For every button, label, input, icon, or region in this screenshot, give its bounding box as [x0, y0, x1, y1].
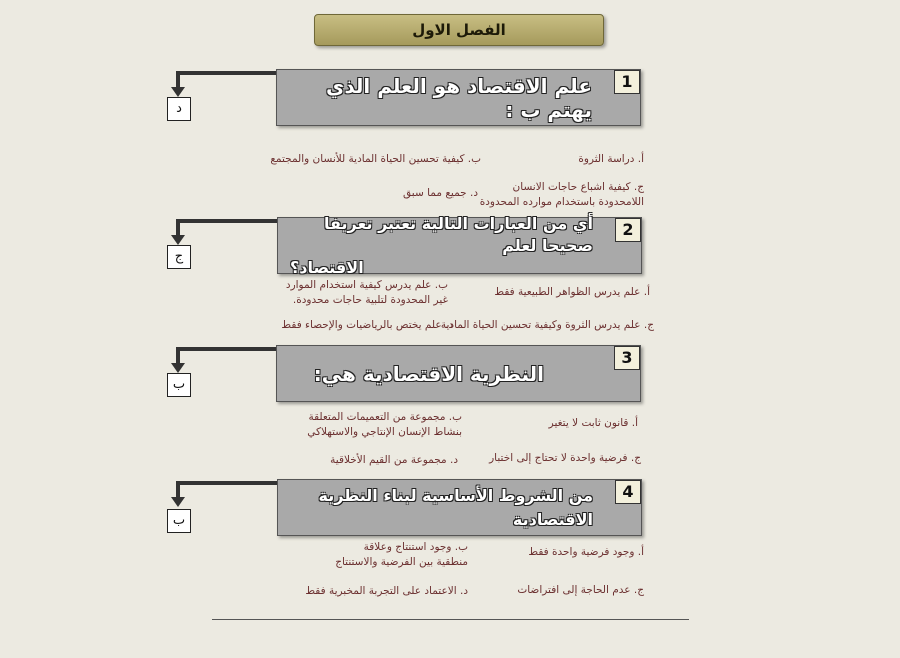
option-b-q4-line2: منطقية بين الفرضية والاستنتاج: [335, 556, 468, 568]
question-box-q3: [276, 345, 641, 402]
option-b-q2: [286, 278, 448, 308]
option-b-q4-line1: ب. وجود استنتاج وعلاقة: [363, 541, 468, 553]
option-c-q4: ج. عدم الحاجة إلى افتراضات: [517, 584, 644, 596]
option-c-q2: ج. علم يدرس الثروة وكيفية تحسين الحياة المادية: [440, 319, 654, 331]
question-text-q1: علم الاقتصاد هو العلم الذي يهتم ب :: [325, 73, 592, 122]
question-box-q2: [277, 213, 642, 277]
question-box-q1: [276, 69, 641, 126]
question-number-q2: 2: [615, 218, 641, 242]
option-d-q3: د. مجموعة من القيم الأخلاقية: [330, 454, 458, 466]
option-a-q1: أ. دراسة الثروة: [578, 153, 644, 165]
option-b-q3-line1: ب. مجموعة من التعميمات المتعلقة: [308, 411, 462, 423]
option-c-q1-line1: ج. كيفية اشباع حاجات الانسان: [512, 181, 644, 193]
option-c-q1-line2: اللامحدودة باستخدام موارده المحدودة: [479, 196, 644, 208]
option-b-q4: [335, 540, 468, 570]
divider-line: [212, 619, 689, 620]
option-d-q1: د. جميع مما سبق: [403, 187, 478, 199]
question-number-q4: 4: [615, 480, 641, 504]
option-c-q1: [480, 180, 644, 210]
option-a-q2: أ. علم يدرس الظواهر الطبيعية فقط: [494, 286, 650, 298]
question-number-q3: 3: [614, 346, 640, 370]
arrow-icon: [170, 68, 280, 100]
option-c-q3: ج. فرضية واحدة لا تحتاج إلى اختبار: [489, 452, 641, 464]
question-text-q3: النظرية الاقتصادية هي:: [313, 361, 544, 386]
question-text-q2-line1: أي من العبارات التالية تعتبر تعريفا صحيحا لعلم: [324, 213, 593, 255]
arrow-icon: [170, 344, 280, 376]
chapter-title: الفصل الاول: [314, 14, 604, 46]
option-a-q4: أ. وجود فرضية واحدة فقط: [528, 546, 644, 558]
option-d-q2: د. علم يختص بالرياضيات والإحصاء فقط: [281, 319, 453, 331]
answer-box-q3: ب: [167, 373, 191, 397]
answer-box-q2: ج: [167, 245, 191, 269]
question-number-q1: 1: [614, 70, 640, 94]
option-b-q2-line1: ب. علم يدرس كيفية استخدام الموارد: [285, 279, 448, 291]
option-a-q3: أ. قانون ثابت لا يتغير: [548, 417, 638, 429]
question-text-q2-line2: الاقتصاد؟: [290, 257, 364, 277]
question-text-q4: من الشروط الأساسية لبناء النظرية الاقتصادية: [318, 485, 593, 529]
option-b-q1: ب. كيفية تحسين الحياة المادية للأنسان والمجتمع: [270, 153, 481, 165]
answer-box-q4: ب: [167, 509, 191, 533]
question-text-q2: [290, 213, 593, 277]
option-b-q3: [307, 410, 462, 440]
question-box-q4: [277, 479, 642, 536]
option-b-q2-line2: غير المحدودة لتلبية حاجات محدودة.: [292, 294, 448, 306]
option-b-q3-line2: بنشاط الإنسان الإنتاجي والاستهلاكي: [307, 426, 462, 438]
option-d-q4: د. الاعتماد على التجربة المخبرية فقط: [305, 585, 468, 597]
arrow-icon: [170, 216, 280, 248]
answer-box-q1: د: [167, 97, 191, 121]
arrow-icon: [170, 478, 280, 510]
